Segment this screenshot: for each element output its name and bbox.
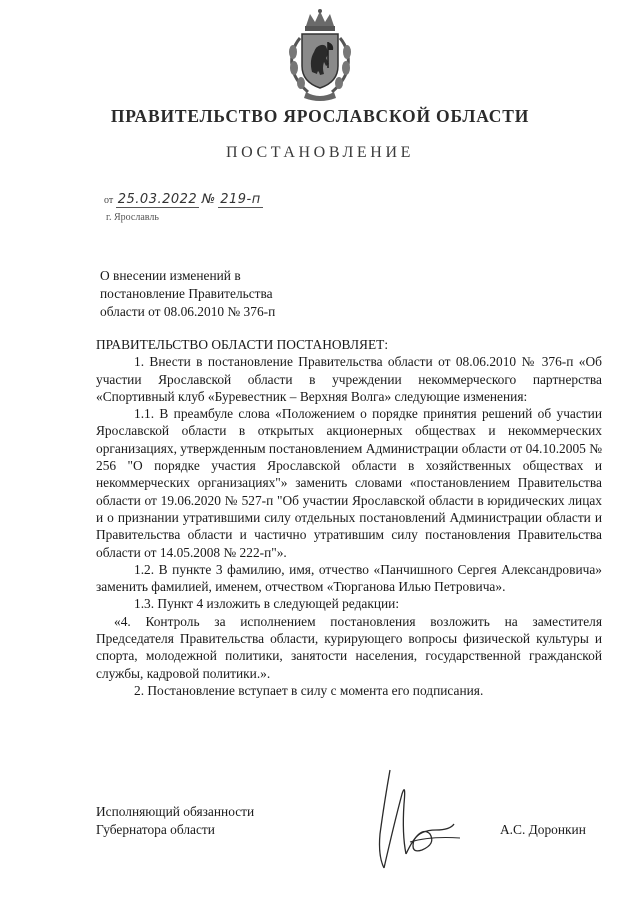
coat-of-arms-icon <box>282 8 358 104</box>
paragraph-1-2: 1.2. В пункте 3 фамилию, имя, отчество «Панчишного Сергея Александровича» заменить фамилией, именем, отчеством «Тюрганова Илью Петровича». <box>96 561 602 595</box>
handwritten-date: 25.03.2022 <box>117 192 198 207</box>
handwritten-number: 219-п <box>220 192 261 207</box>
subject-line: О внесении изменений в <box>100 268 241 283</box>
paragraph-1-3-quote: «4. Контроль за исполнением постановления возложить на заместителя Председателя Правительства области, курирующего вопросы физической культуры и спорта, молодежной политики, занятости населения, государственной гражданской службы, кадровой политики.». <box>96 613 602 681</box>
registration-line <box>104 192 263 208</box>
document-body <box>96 336 602 699</box>
paragraph-1-3: 1.3. Пункт 4 изложить в следующей редакции: <box>134 596 400 612</box>
subject-line: области от 08.06.2010 № 376-п <box>100 304 276 319</box>
paragraph-1-1: 1.1. В преамбуле слова «Положением о порядке принятия решений об участии Ярославской области в открытых акционерных обществах и некоммерческих организациях, утвержденным постановлением Администрации области от 04.10.2005 № 256 "О порядке участия Ярославской области в хозяйственных обществах и некоммерческих организациях"» заменить словами «постановлением Правительства области от 19.06.2020 № 527-п "Об участии Ярославской области в юридических лицах и о признании утратившими силу отдельных постановлений Администрации области и Правительства области и частично утратившим силу постановления Правительства области от 14.05.2008 № 222-п"». <box>96 406 602 560</box>
subject-line: постановление Правительства <box>100 286 273 301</box>
document-type: ПОСТАНОВЛЕНИЕ <box>226 144 414 161</box>
document-subject <box>100 267 340 321</box>
signatory-title-line: Губернатора области <box>96 822 215 837</box>
signatory-title-line: Исполняющий обязанности <box>96 804 255 819</box>
paragraph-2: 2. Постановление вступает в силу с момента его подписания. <box>134 682 484 698</box>
number-prefix: № <box>201 192 216 207</box>
date-prefix: от <box>104 195 114 206</box>
city-label: г. Ярославль <box>106 212 159 223</box>
organization-title: ПРАВИТЕЛЬСТВО ЯРОСЛАВСКОЙ ОБЛАСТИ <box>110 106 530 126</box>
handwritten-signature <box>350 764 480 884</box>
preamble: ПРАВИТЕЛЬСТВО ОБЛАСТИ ПОСТАНОВЛЯЕТ: <box>96 337 389 352</box>
signatory-name: А.С. Доронкин <box>500 822 586 837</box>
signatory-title <box>96 803 254 839</box>
paragraph-1: 1. Внести в постановление Правительства области от 08.06.2010 № 376-п «Об участии Ярославской области в учреждении некоммерческого партнерства «Спортивный клуб «Буревестник – Верхняя Волга» следующие изменения: <box>96 354 602 404</box>
